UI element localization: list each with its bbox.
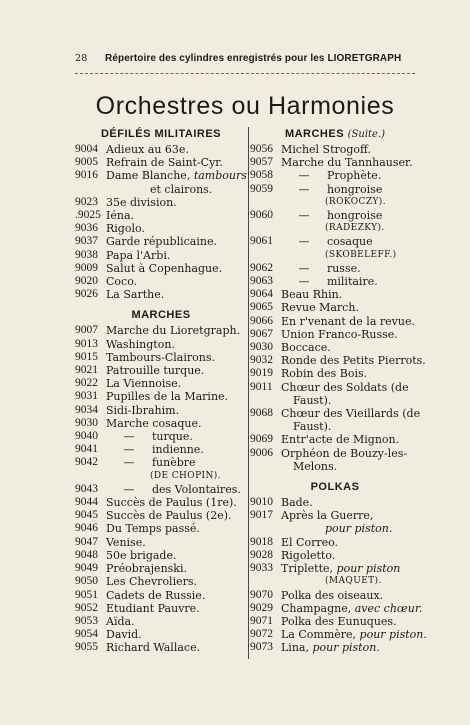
item-number: 9045: [75, 509, 98, 522]
page-title: Orchestres ou Harmonies: [95, 92, 395, 120]
list-item: [75, 262, 247, 275]
item-number-blank: [250, 522, 281, 535]
list-item: [75, 602, 247, 615]
list-item: [250, 407, 420, 420]
list-item: [250, 249, 420, 262]
item-number: 9046: [75, 522, 98, 535]
list-item: [75, 169, 247, 182]
item-number: 9056: [250, 143, 273, 155]
item-number: 9049: [75, 562, 98, 575]
item-title: Venise.: [106, 535, 146, 549]
item-number: 9073: [250, 641, 273, 654]
item-title: Etudiant Pauvre.: [106, 601, 200, 615]
item-continuation: (DE CHOPIN).: [150, 470, 221, 481]
item-number: 9017: [250, 509, 273, 522]
item-title: Chœur des Vieillards (de: [281, 407, 421, 421]
list-item: [250, 235, 420, 248]
item-continuation: et clairons.: [150, 182, 213, 196]
item-number: 9060: [250, 209, 273, 222]
item-number: 9011: [250, 380, 273, 393]
list-item: [250, 549, 420, 562]
list-item: [250, 315, 420, 328]
item-title: Beau Rhin.: [281, 288, 343, 302]
item-number: 9033: [250, 562, 273, 575]
item-number: 9057: [250, 156, 273, 169]
page-header: [75, 53, 415, 64]
list-item: [250, 209, 420, 222]
item-number: 9055: [75, 641, 98, 654]
list-item: [75, 483, 247, 496]
item-number: 9054: [75, 628, 98, 641]
list-item: [75, 522, 247, 535]
list-item: [250, 536, 420, 549]
list-item: [75, 509, 247, 522]
item-number: 9067: [250, 327, 273, 340]
list-item: [250, 420, 420, 433]
item-number: 9019: [250, 367, 273, 380]
list-item: [75, 615, 247, 628]
item-title: Bade.: [281, 496, 313, 510]
marches-suite-list: [250, 143, 426, 473]
item-title: Boccace.: [281, 341, 331, 355]
item-number: .9025: [75, 209, 101, 222]
left-column: [75, 126, 247, 655]
list-item: [250, 589, 420, 602]
item-number: 9064: [250, 288, 273, 301]
list-item: [75, 430, 247, 443]
list-item: [250, 615, 420, 628]
list-item: [250, 262, 420, 275]
item-title: Revue March.: [281, 301, 359, 315]
item-title: — russe.: [281, 261, 361, 275]
marches-suite-label: (Suite.): [347, 129, 386, 140]
item-number: 9032: [250, 354, 273, 367]
list-item: [250, 641, 420, 654]
item-number: 9004: [75, 143, 98, 155]
list-item: [250, 394, 420, 407]
item-title: — militaire.: [281, 275, 378, 289]
list-item: [75, 324, 247, 337]
item-number: 9044: [75, 496, 98, 509]
item-title: Garde républicaine.: [106, 235, 217, 249]
item-title: — funèbre: [106, 456, 196, 470]
item-number: 9061: [250, 235, 273, 248]
item-title: Après la Guerre,: [281, 509, 374, 523]
item-title: Entr'acte de Mignon.: [281, 433, 400, 447]
list-item: [75, 404, 247, 417]
item-number: 9066: [250, 314, 273, 327]
column-divider: [248, 127, 249, 659]
item-number: 9043: [75, 482, 98, 495]
item-number: 9041: [75, 443, 98, 456]
list-item: [250, 288, 420, 301]
item-number: 9071: [250, 614, 273, 627]
item-number: 9030: [250, 341, 273, 354]
list-item: [75, 536, 247, 549]
item-title: La Viennoise.: [106, 377, 182, 391]
list-item: [75, 275, 247, 288]
list-item: [250, 575, 420, 588]
item-title: Tambours-Clairons.: [106, 350, 215, 364]
item-number: 9028: [250, 548, 273, 561]
item-number: 9065: [250, 301, 273, 314]
list-item: [250, 169, 420, 182]
item-continuation: (ROKOCZY).: [325, 196, 386, 207]
item-number: 9063: [250, 275, 273, 288]
item-title: La Commère, pour piston.: [281, 628, 427, 642]
item-note: avec chœur.: [354, 601, 423, 615]
list-item: [75, 156, 247, 169]
item-title: Marche cosaque.: [106, 416, 202, 430]
list-item: [75, 209, 247, 222]
list-item: [250, 562, 420, 575]
item-continuation: Melons.: [293, 459, 338, 473]
item-title: David.: [106, 628, 142, 642]
list-item: [75, 351, 247, 364]
item-title: Succès de Paulus (1re).: [106, 496, 237, 510]
item-title: 50e brigade.: [106, 548, 177, 562]
item-number: 9005: [75, 156, 98, 169]
list-item: [250, 381, 420, 394]
item-title: Coco.: [106, 275, 138, 289]
item-title: Polka des Eunuques.: [281, 614, 397, 628]
item-title: Patrouille turque.: [106, 364, 205, 378]
item-title: Rigolo.: [106, 222, 145, 236]
item-note: pour piston: [336, 562, 401, 576]
defiles-list: [75, 143, 247, 301]
item-number: 9058: [250, 169, 273, 182]
item-number: 9051: [75, 588, 98, 601]
list-item: [75, 417, 247, 430]
item-title: Michel Strogoff.: [281, 143, 371, 156]
list-item: [250, 522, 420, 535]
list-item: [75, 443, 247, 456]
item-number: 9010: [250, 496, 273, 509]
item-title: Triplette, pour piston: [281, 562, 401, 576]
list-item: [75, 641, 247, 654]
list-item: [75, 364, 247, 377]
item-title: Robin des Bois.: [281, 367, 368, 381]
item-number: 9020: [75, 275, 98, 288]
item-number: 9037: [75, 235, 98, 248]
polkas-list: [250, 496, 427, 655]
item-title: Richard Wallace.: [106, 641, 201, 655]
item-note: pour piston.: [312, 641, 380, 655]
item-number-blank: [250, 420, 281, 433]
item-number: 9040: [75, 430, 98, 443]
item-number: 9047: [75, 535, 98, 548]
section-title-polkas: POLKAS: [310, 481, 360, 494]
list-item: [250, 601, 423, 615]
item-continuation: Faust).: [293, 393, 332, 407]
item-title: Washington.: [106, 337, 175, 351]
item-title: Polka des oiseaux.: [281, 588, 384, 602]
item-number: 9030: [75, 416, 98, 429]
item-title: — turque.: [106, 430, 193, 444]
item-number: 9034: [75, 403, 98, 416]
item-number: 9009: [75, 261, 98, 274]
item-number: 9026: [75, 288, 98, 301]
item-title: Iéna.: [106, 209, 134, 223]
list-item: [250, 301, 420, 314]
item-title: — indienne.: [106, 443, 204, 457]
item-number: 9048: [75, 548, 98, 561]
section-title-defiles: DÉFILÉS MILITAIRES: [100, 128, 222, 140]
item-title: Refrain de Saint-Cyr.: [106, 156, 223, 170]
list-item: [75, 470, 247, 483]
list-item: [250, 354, 426, 368]
list-item: [250, 328, 420, 341]
item-title: Aïda.: [106, 614, 135, 628]
list-item: [250, 196, 420, 209]
item-title: Cadets de Russie.: [106, 588, 206, 602]
list-item: [75, 562, 247, 575]
list-item: [250, 275, 420, 288]
item-title: — Prophète.: [281, 169, 382, 183]
item-number-blank: [75, 183, 106, 196]
header-title: Répertoire des cylindres enregistrés pour les LIORETGRAPH: [105, 53, 402, 64]
list-item: [250, 156, 420, 169]
item-title: — hongroise: [281, 209, 383, 223]
item-number: 9016: [75, 169, 98, 182]
item-title: — cosaque: [281, 235, 373, 249]
item-title: Rigoletto.: [281, 548, 336, 562]
item-number: 9052: [75, 601, 98, 614]
item-number-blank: [250, 196, 281, 209]
list-item: [75, 496, 247, 509]
item-continuation: (RADEZKY).: [325, 223, 385, 234]
item-number-blank: [250, 394, 281, 407]
list-item: [75, 377, 247, 390]
list-item: [250, 460, 420, 473]
item-number: 9036: [75, 222, 98, 235]
item-title: Adieux au 63e.: [106, 143, 189, 156]
item-title: Les Chevroliers.: [106, 575, 198, 589]
item-number: 9022: [75, 377, 98, 390]
item-title: Champagne, avec chœur.: [281, 601, 423, 615]
list-item: [250, 509, 420, 522]
item-number: 9059: [250, 182, 273, 195]
item-number-blank: [250, 249, 281, 262]
list-item: [250, 367, 420, 380]
item-number: 9023: [75, 195, 98, 208]
item-title: Pupilles de la Marine.: [106, 390, 229, 404]
item-title: — des Volontaires.: [106, 482, 241, 496]
page-number: 28: [75, 53, 88, 64]
item-number: 9042: [75, 456, 98, 469]
item-continuation: (SKOBELEFF.): [325, 249, 397, 260]
section-title-marches-suite: [250, 126, 420, 143]
item-number-blank: [250, 575, 281, 588]
item-number: 9050: [75, 575, 98, 588]
item-title: En r'venant de la revue.: [281, 314, 415, 328]
item-continuation: pour piston.: [325, 522, 393, 536]
list-item: [75, 390, 247, 403]
list-item: [75, 628, 247, 641]
item-title: Du Temps passé.: [106, 522, 200, 536]
item-title: 35e division.: [106, 195, 177, 209]
item-number: 9013: [75, 337, 98, 350]
item-title: La Sarthe.: [106, 288, 165, 302]
item-continuation: (MAQUET).: [325, 576, 382, 587]
item-number: 9070: [250, 588, 273, 601]
item-title: Préobrajenski.: [106, 562, 187, 576]
item-title: Sidi-Ibrahim.: [106, 403, 180, 417]
section-title-marches: MARCHES: [131, 309, 191, 322]
marches-suite-title: MARCHES: [284, 128, 345, 140]
item-number: 9068: [250, 407, 273, 420]
item-title: Lina, pour piston.: [281, 641, 380, 655]
list-item: [250, 433, 420, 446]
list-item: [250, 447, 420, 460]
right-column: [250, 126, 427, 655]
item-title: Marche du Tannhauser.: [281, 156, 413, 170]
item-number-blank: [250, 222, 281, 235]
item-title: Dame Blanche, tambours: [106, 169, 247, 183]
list-item: [250, 143, 420, 156]
item-number: 9015: [75, 350, 98, 363]
item-continuation: Faust).: [293, 420, 332, 434]
list-item: [75, 196, 247, 209]
list-item: [75, 589, 247, 602]
list-item: [75, 549, 247, 562]
list-item: [250, 183, 420, 196]
header-divider: [75, 73, 415, 74]
item-number: 9031: [75, 390, 98, 403]
list-item: [75, 183, 247, 196]
item-title: Ronde des Petits Pierrots.: [281, 354, 426, 368]
list-item: [75, 338, 247, 351]
item-title: El Correo.: [281, 535, 339, 549]
item-number-blank: [75, 470, 106, 483]
item-title: Succès de Paulus (2e).: [106, 509, 232, 523]
list-item: [75, 575, 247, 588]
item-title: — hongroise: [281, 182, 383, 196]
item-note: tambours: [193, 169, 247, 183]
list-item: [75, 235, 247, 248]
item-title: Chœur des Soldats (de: [281, 380, 409, 394]
list-item: [250, 341, 420, 354]
marches-list: [75, 324, 247, 654]
item-number: 9053: [75, 614, 98, 627]
item-title: Salut à Copenhague.: [106, 261, 223, 275]
list-item: [75, 143, 247, 156]
item-title: Marche du Lioretgraph.: [106, 324, 241, 338]
item-title: Orphéon de Bouzy-les-: [281, 446, 408, 460]
item-number-blank: [250, 460, 281, 473]
item-number: 9062: [250, 261, 273, 274]
item-number: 9038: [75, 248, 98, 261]
item-note: pour piston.: [359, 628, 427, 642]
item-number: 9018: [250, 535, 273, 548]
list-item: [75, 249, 247, 262]
item-number: 9029: [250, 601, 273, 614]
item-title: Union Franco-Russe.: [281, 327, 398, 341]
item-number: 9006: [250, 446, 273, 459]
list-item: [75, 456, 247, 469]
list-item: [75, 222, 247, 235]
list-item: [250, 222, 420, 235]
item-number: 9007: [75, 324, 98, 337]
item-number: 9072: [250, 628, 273, 641]
list-item: [250, 496, 420, 509]
list-item: [250, 628, 427, 642]
item-number: 9021: [75, 364, 98, 377]
item-title: Papa l'Arbi.: [106, 248, 171, 262]
item-number: 9069: [250, 433, 273, 446]
list-item: [75, 288, 247, 301]
